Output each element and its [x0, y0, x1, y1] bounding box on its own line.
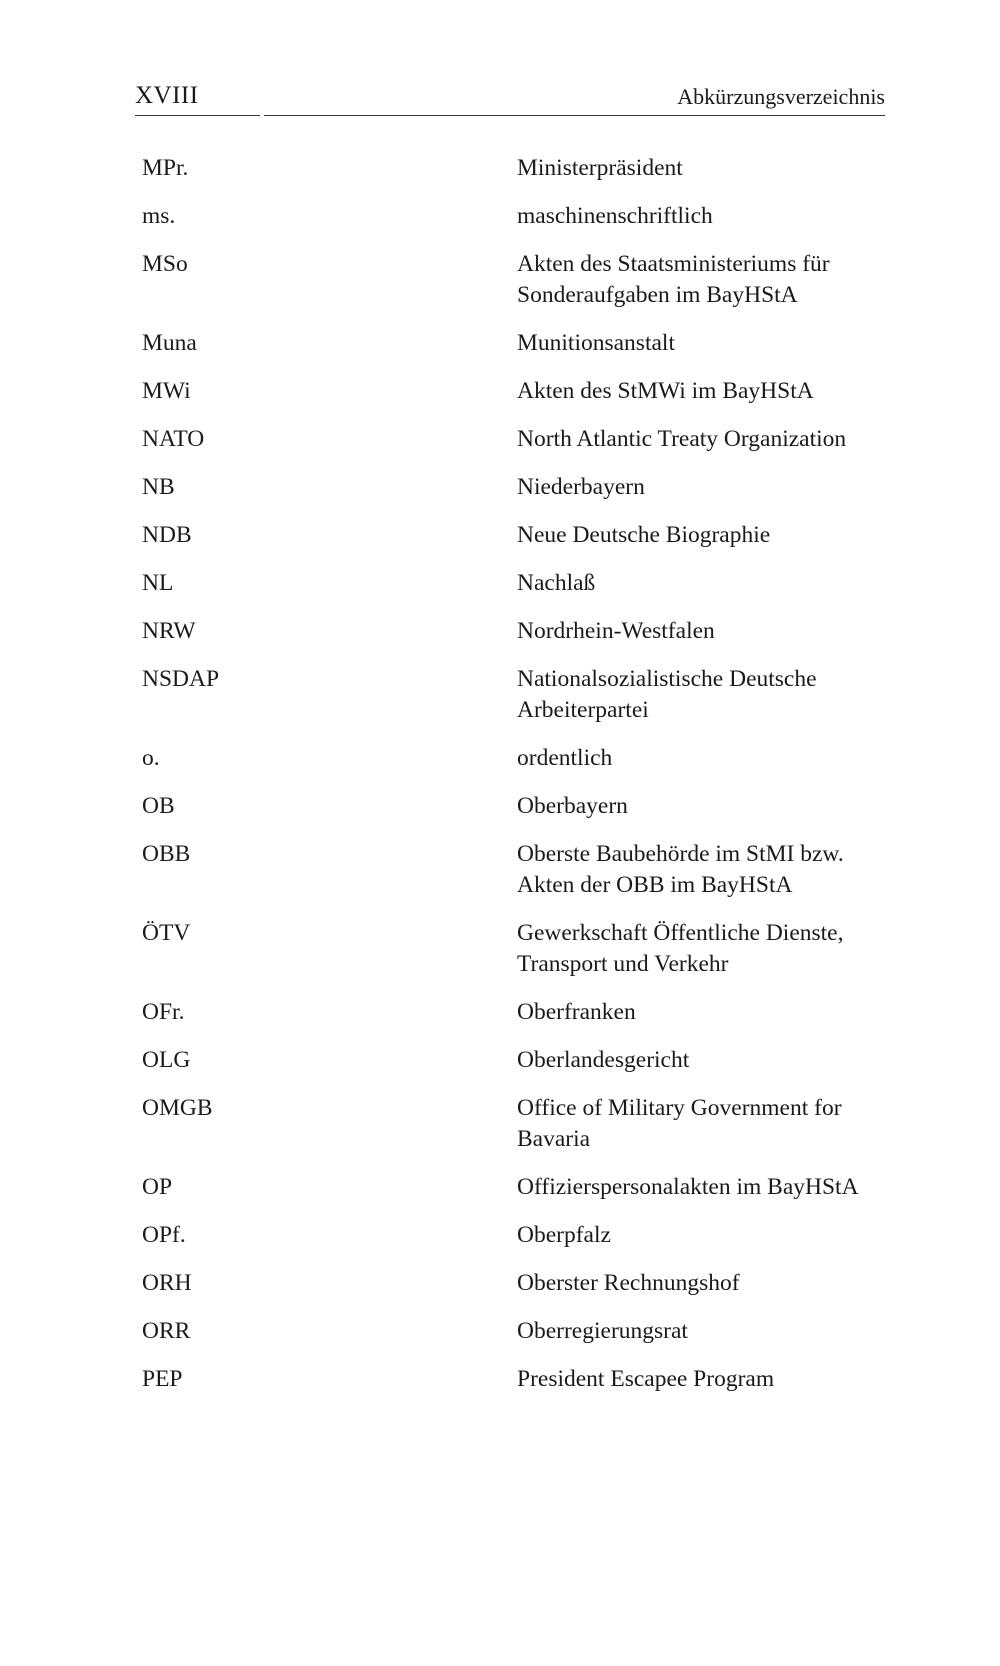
- abbreviation-term: OBB: [142, 841, 191, 867]
- abbreviation-expansion: Akten des StMWi im BayHStA: [517, 378, 814, 404]
- abbreviation-entry: [142, 997, 882, 1028]
- abbreviation-entry: [142, 1268, 882, 1299]
- abbreviation-term: ÖTV: [142, 920, 191, 946]
- abbreviation-expansion: Nationalsozialistische Deutsche Arbeiterpartei: [517, 666, 817, 723]
- abbreviation-entry: [142, 424, 882, 455]
- abbreviation-term: ORH: [142, 1270, 192, 1296]
- abbreviation-expansion: Oberregierungsrat: [517, 1318, 688, 1344]
- abbreviation-term: ms.: [142, 203, 176, 229]
- abbreviation-expansion: Office of Military Government for Bavaria: [517, 1095, 842, 1152]
- abbreviation-term: ORR: [142, 1318, 191, 1344]
- abbreviation-expansion: Neue Deutsche Biographie: [517, 522, 771, 548]
- abbreviation-expansion: Oberpfalz: [517, 1222, 611, 1248]
- abbreviation-term: o.: [142, 745, 160, 771]
- abbreviation-term: OMGB: [142, 1095, 213, 1121]
- page-header: [135, 78, 885, 116]
- abbreviation-expansion: ordentlich: [517, 745, 613, 771]
- abbreviation-expansion: Niederbayern: [517, 474, 645, 500]
- abbreviation-expansion: Akten des Staatsministeriums für Sonderaufgaben im BayHStA: [517, 251, 830, 308]
- abbreviation-entry: [142, 201, 882, 232]
- abbreviation-expansion: Oberfranken: [517, 999, 636, 1025]
- abbreviation-term: OB: [142, 793, 175, 819]
- abbreviation-term: NB: [142, 474, 175, 500]
- abbreviation-entry: [142, 568, 882, 599]
- header-rule-left: [135, 115, 260, 116]
- abbreviation-expansion: Oberste Baubehörde im StMI bzw. Akten der OBB im BayHStA: [517, 841, 844, 898]
- abbreviation-entry: [142, 791, 882, 822]
- abbreviation-term: Muna: [142, 330, 197, 356]
- abbreviation-entry: [142, 1172, 882, 1203]
- abbreviation-entry: [142, 520, 882, 551]
- abbreviation-expansion: Gewerkschaft Öffentliche Dienste, Transport und Verkehr: [517, 920, 844, 977]
- page-number: XVIII: [135, 82, 199, 109]
- abbreviation-expansion: President Escapee Program: [517, 1366, 775, 1392]
- abbreviation-list: [142, 153, 882, 1412]
- abbreviation-entry: [142, 664, 882, 726]
- abbreviation-expansion: North Atlantic Treaty Organization: [517, 426, 847, 452]
- abbreviation-term: NDB: [142, 522, 192, 548]
- abbreviation-entry: [142, 376, 882, 407]
- abbreviation-entry: [142, 153, 882, 184]
- abbreviation-entry: [142, 249, 882, 311]
- abbreviation-entry: [142, 1316, 882, 1347]
- abbreviation-term: MPr.: [142, 155, 189, 181]
- abbreviation-term: OPf.: [142, 1222, 186, 1248]
- abbreviation-term: OLG: [142, 1047, 191, 1073]
- abbreviation-expansion: Nordrhein-Westfalen: [517, 618, 715, 644]
- abbreviation-expansion: Ministerpräsident: [517, 155, 683, 181]
- abbreviation-entry: [142, 918, 882, 980]
- abbreviation-term: NSDAP: [142, 666, 220, 692]
- abbreviation-expansion: Nachlaß: [517, 570, 596, 596]
- abbreviation-entry: [142, 1093, 882, 1155]
- abbreviation-expansion: Oberbayern: [517, 793, 628, 819]
- abbreviation-expansion: Oberster Rechnungshof: [517, 1270, 740, 1296]
- abbreviation-term: OFr.: [142, 999, 185, 1025]
- abbreviation-entry: [142, 616, 882, 647]
- abbreviation-entry: [142, 1045, 882, 1076]
- abbreviation-term: PEP: [142, 1366, 183, 1392]
- abbreviation-entry: [142, 472, 882, 503]
- header-rule-right: [264, 115, 885, 116]
- abbreviation-term: NRW: [142, 618, 196, 644]
- running-head: Abkürzungsverzeichnis: [677, 84, 885, 109]
- abbreviation-term: OP: [142, 1174, 173, 1200]
- abbreviation-term: NL: [142, 570, 174, 596]
- abbreviation-entry: [142, 839, 882, 901]
- abbreviation-entry: [142, 1220, 882, 1251]
- abbreviation-expansion: Munitionsanstalt: [517, 330, 675, 356]
- abbreviation-expansion: maschinenschriftlich: [517, 203, 713, 229]
- abbreviation-term: MSo: [142, 251, 188, 277]
- abbreviation-expansion: Offizierspersonalakten im BayHStA: [517, 1174, 859, 1200]
- abbreviation-term: NATO: [142, 426, 205, 452]
- abbreviation-entry: [142, 1364, 882, 1395]
- abbreviation-expansion: Oberlandesgericht: [517, 1047, 690, 1073]
- abbreviation-entry: [142, 328, 882, 359]
- abbreviation-term: MWi: [142, 378, 191, 404]
- abbreviation-entry: [142, 743, 882, 774]
